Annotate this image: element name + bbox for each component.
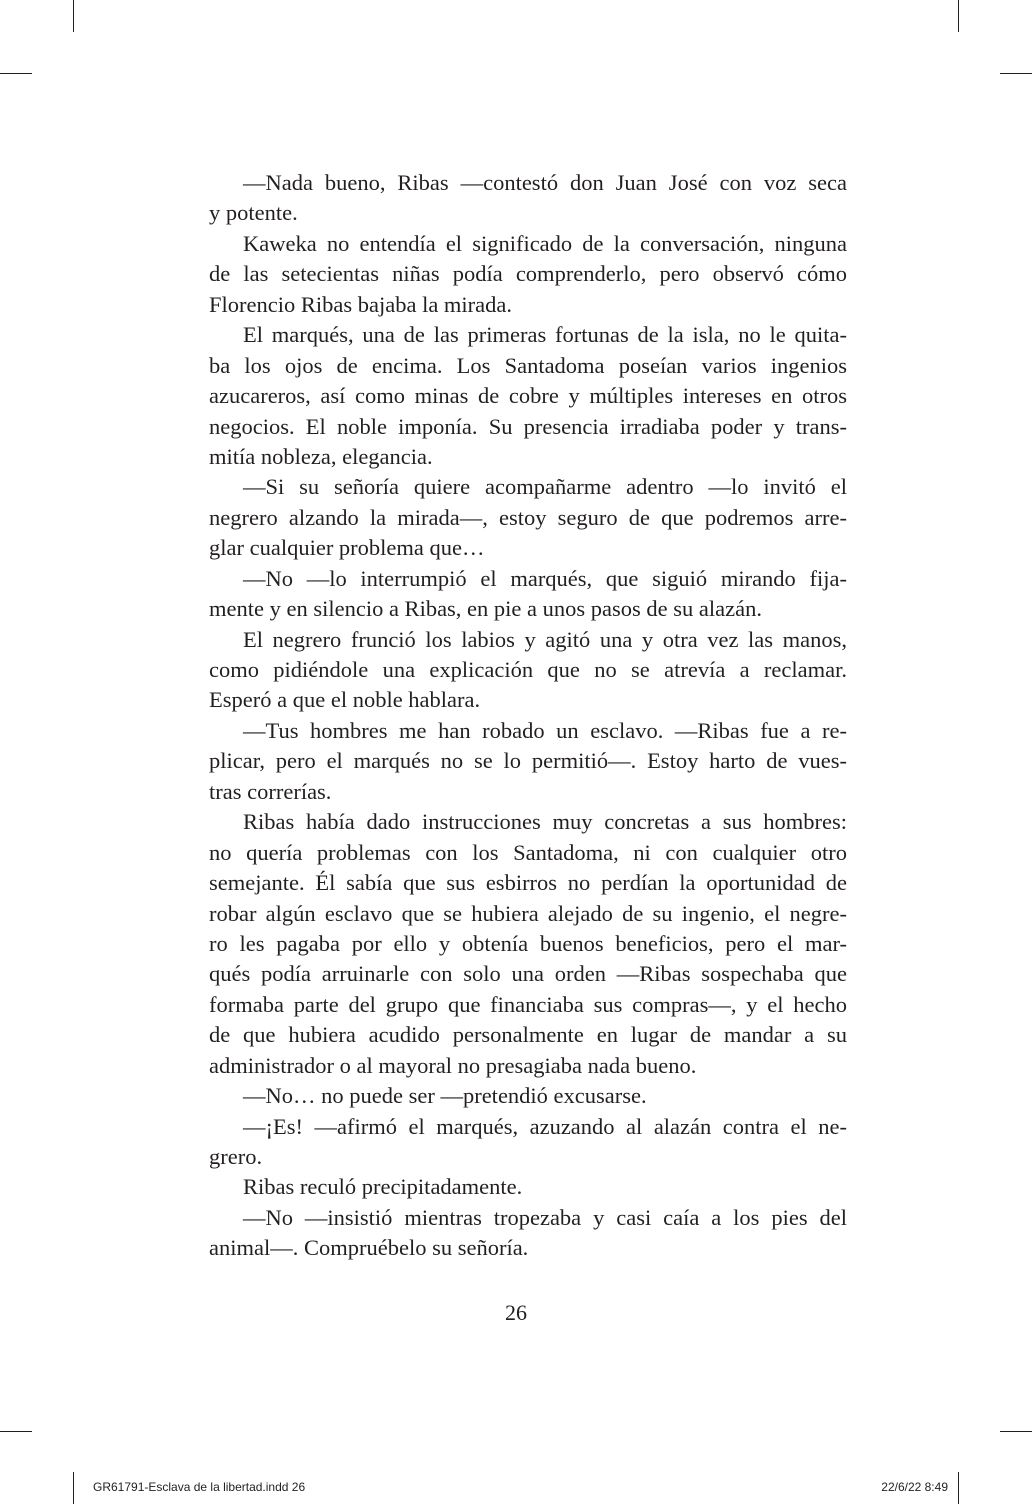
text-line: —Nada bueno, Ribas —contestó don Juan José con voz seca xyxy=(243,170,847,195)
text-line: negrero alzando la mirada—, estoy seguro de que podremos arre- xyxy=(209,504,847,530)
text-line: tras correrías. xyxy=(209,778,332,804)
text-line: como pidiéndole una explicación que no se atrevía a reclamar. xyxy=(209,657,847,682)
paragraph xyxy=(209,625,847,716)
crop-mark-left-top xyxy=(0,73,32,74)
paragraph xyxy=(209,320,847,472)
text-line: —Tus hombres me han robado un esclavo. —Ribas fue a re- xyxy=(243,717,847,743)
text-line: ro les pagaba por ello y obtenía buenos beneficios, pero el mar- xyxy=(209,930,847,956)
paragraph xyxy=(209,1112,847,1173)
text-line: de las setecientas niñas podía comprenderlo, pero observó cómo xyxy=(209,261,847,287)
slug-filename: GR61791-Esclava de la libertad.indd 26 xyxy=(93,1480,306,1494)
text-line: Ribas reculó precipitadamente. xyxy=(243,1174,523,1200)
text-line: Kaweka no entendía el significado de la conversación, ninguna xyxy=(243,230,847,256)
crop-mark-bottom-right xyxy=(958,1472,959,1504)
body-text xyxy=(209,168,847,1264)
text-line: formaba parte del grupo que financiaba sus compras—, y el hecho xyxy=(209,991,847,1017)
text-line: mitía nobleza, elegancia. xyxy=(209,443,433,469)
text-line: animal—. Compruébelo su señoría. xyxy=(209,1235,529,1261)
paragraph xyxy=(209,472,847,563)
page-number: 26 xyxy=(505,1300,527,1325)
text-line: —No —insistió mientras tropezaba y casi caía a los pies del xyxy=(243,1204,847,1230)
text-line: qués podía arruinarle con solo una orden —Ribas sospechaba que xyxy=(209,961,847,987)
paragraph xyxy=(209,1081,847,1111)
text-line: —No… no puede ser —pretendió excusarse. xyxy=(243,1083,647,1109)
text-line: —Si su señoría quiere acompañarme adentro —lo invitó el xyxy=(243,474,847,500)
crop-mark-right-top xyxy=(1000,73,1032,74)
text-line: ba los ojos de encima. Los Santadoma poseían varios ingenios xyxy=(209,352,847,378)
text-line: robar algún esclavo que se hubiera alejado de su ingenio, el negre- xyxy=(209,900,847,926)
paragraph xyxy=(209,1172,847,1202)
text-line: azucareros, así como minas de cobre y múltiples intereses en otros xyxy=(209,383,847,409)
text-line: glar cualquier problema que… xyxy=(209,535,485,561)
crop-mark-top-left xyxy=(73,0,74,32)
crop-mark-bottom-left xyxy=(73,1472,74,1504)
paragraph xyxy=(209,1203,847,1264)
text-line: negocios. El noble imponía. Su presencia irradiaba poder y trans- xyxy=(209,413,847,439)
text-line: administrador o al mayoral no presagiaba nada bueno. xyxy=(209,1052,697,1078)
text-line: El negrero frunció los labios y agitó una y otra vez las manos, xyxy=(243,626,847,652)
text-line: El marqués, una de las primeras fortunas de la isla, no le quita- xyxy=(243,322,847,348)
crop-mark-left-bottom xyxy=(0,1431,32,1432)
text-line: Florencio Ribas bajaba la mirada. xyxy=(209,291,513,317)
text-line: y potente. xyxy=(209,200,298,226)
slug-timestamp: 22/6/22 8:49 xyxy=(881,1480,948,1494)
crop-mark-right-bottom xyxy=(1000,1431,1032,1432)
crop-mark-top-right xyxy=(958,0,959,32)
text-line: Esperó a que el noble hablara. xyxy=(209,687,481,713)
paragraph xyxy=(209,716,847,807)
text-line: grero. xyxy=(209,1144,263,1169)
text-line: semejante. Él sabía que sus esbirros no perdían la oportunidad de xyxy=(209,870,847,896)
paragraph xyxy=(209,564,847,625)
text-line: —No —lo interrumpió el marqués, que siguió mirando fija- xyxy=(243,565,847,591)
text-line: mente y en silencio a Ribas, en pie a unos pasos de su alazán. xyxy=(209,596,762,622)
paragraph xyxy=(209,229,847,320)
text-line: plicar, pero el marqués no se lo permitió—. Estoy harto de vues- xyxy=(209,748,847,774)
text-line: no quería problemas con los Santadoma, ni con cualquier otro xyxy=(209,839,847,865)
text-line: de que hubiera acudido personalmente en lugar de mandar a su xyxy=(209,1022,847,1048)
text-line: —¡Es! —afirmó el marqués, azuzando al alazán contra el ne- xyxy=(243,1113,847,1139)
paragraph xyxy=(209,168,847,229)
text-line: Ribas había dado instrucciones muy concretas a sus hombres: xyxy=(243,809,847,835)
paragraph xyxy=(209,807,847,1081)
